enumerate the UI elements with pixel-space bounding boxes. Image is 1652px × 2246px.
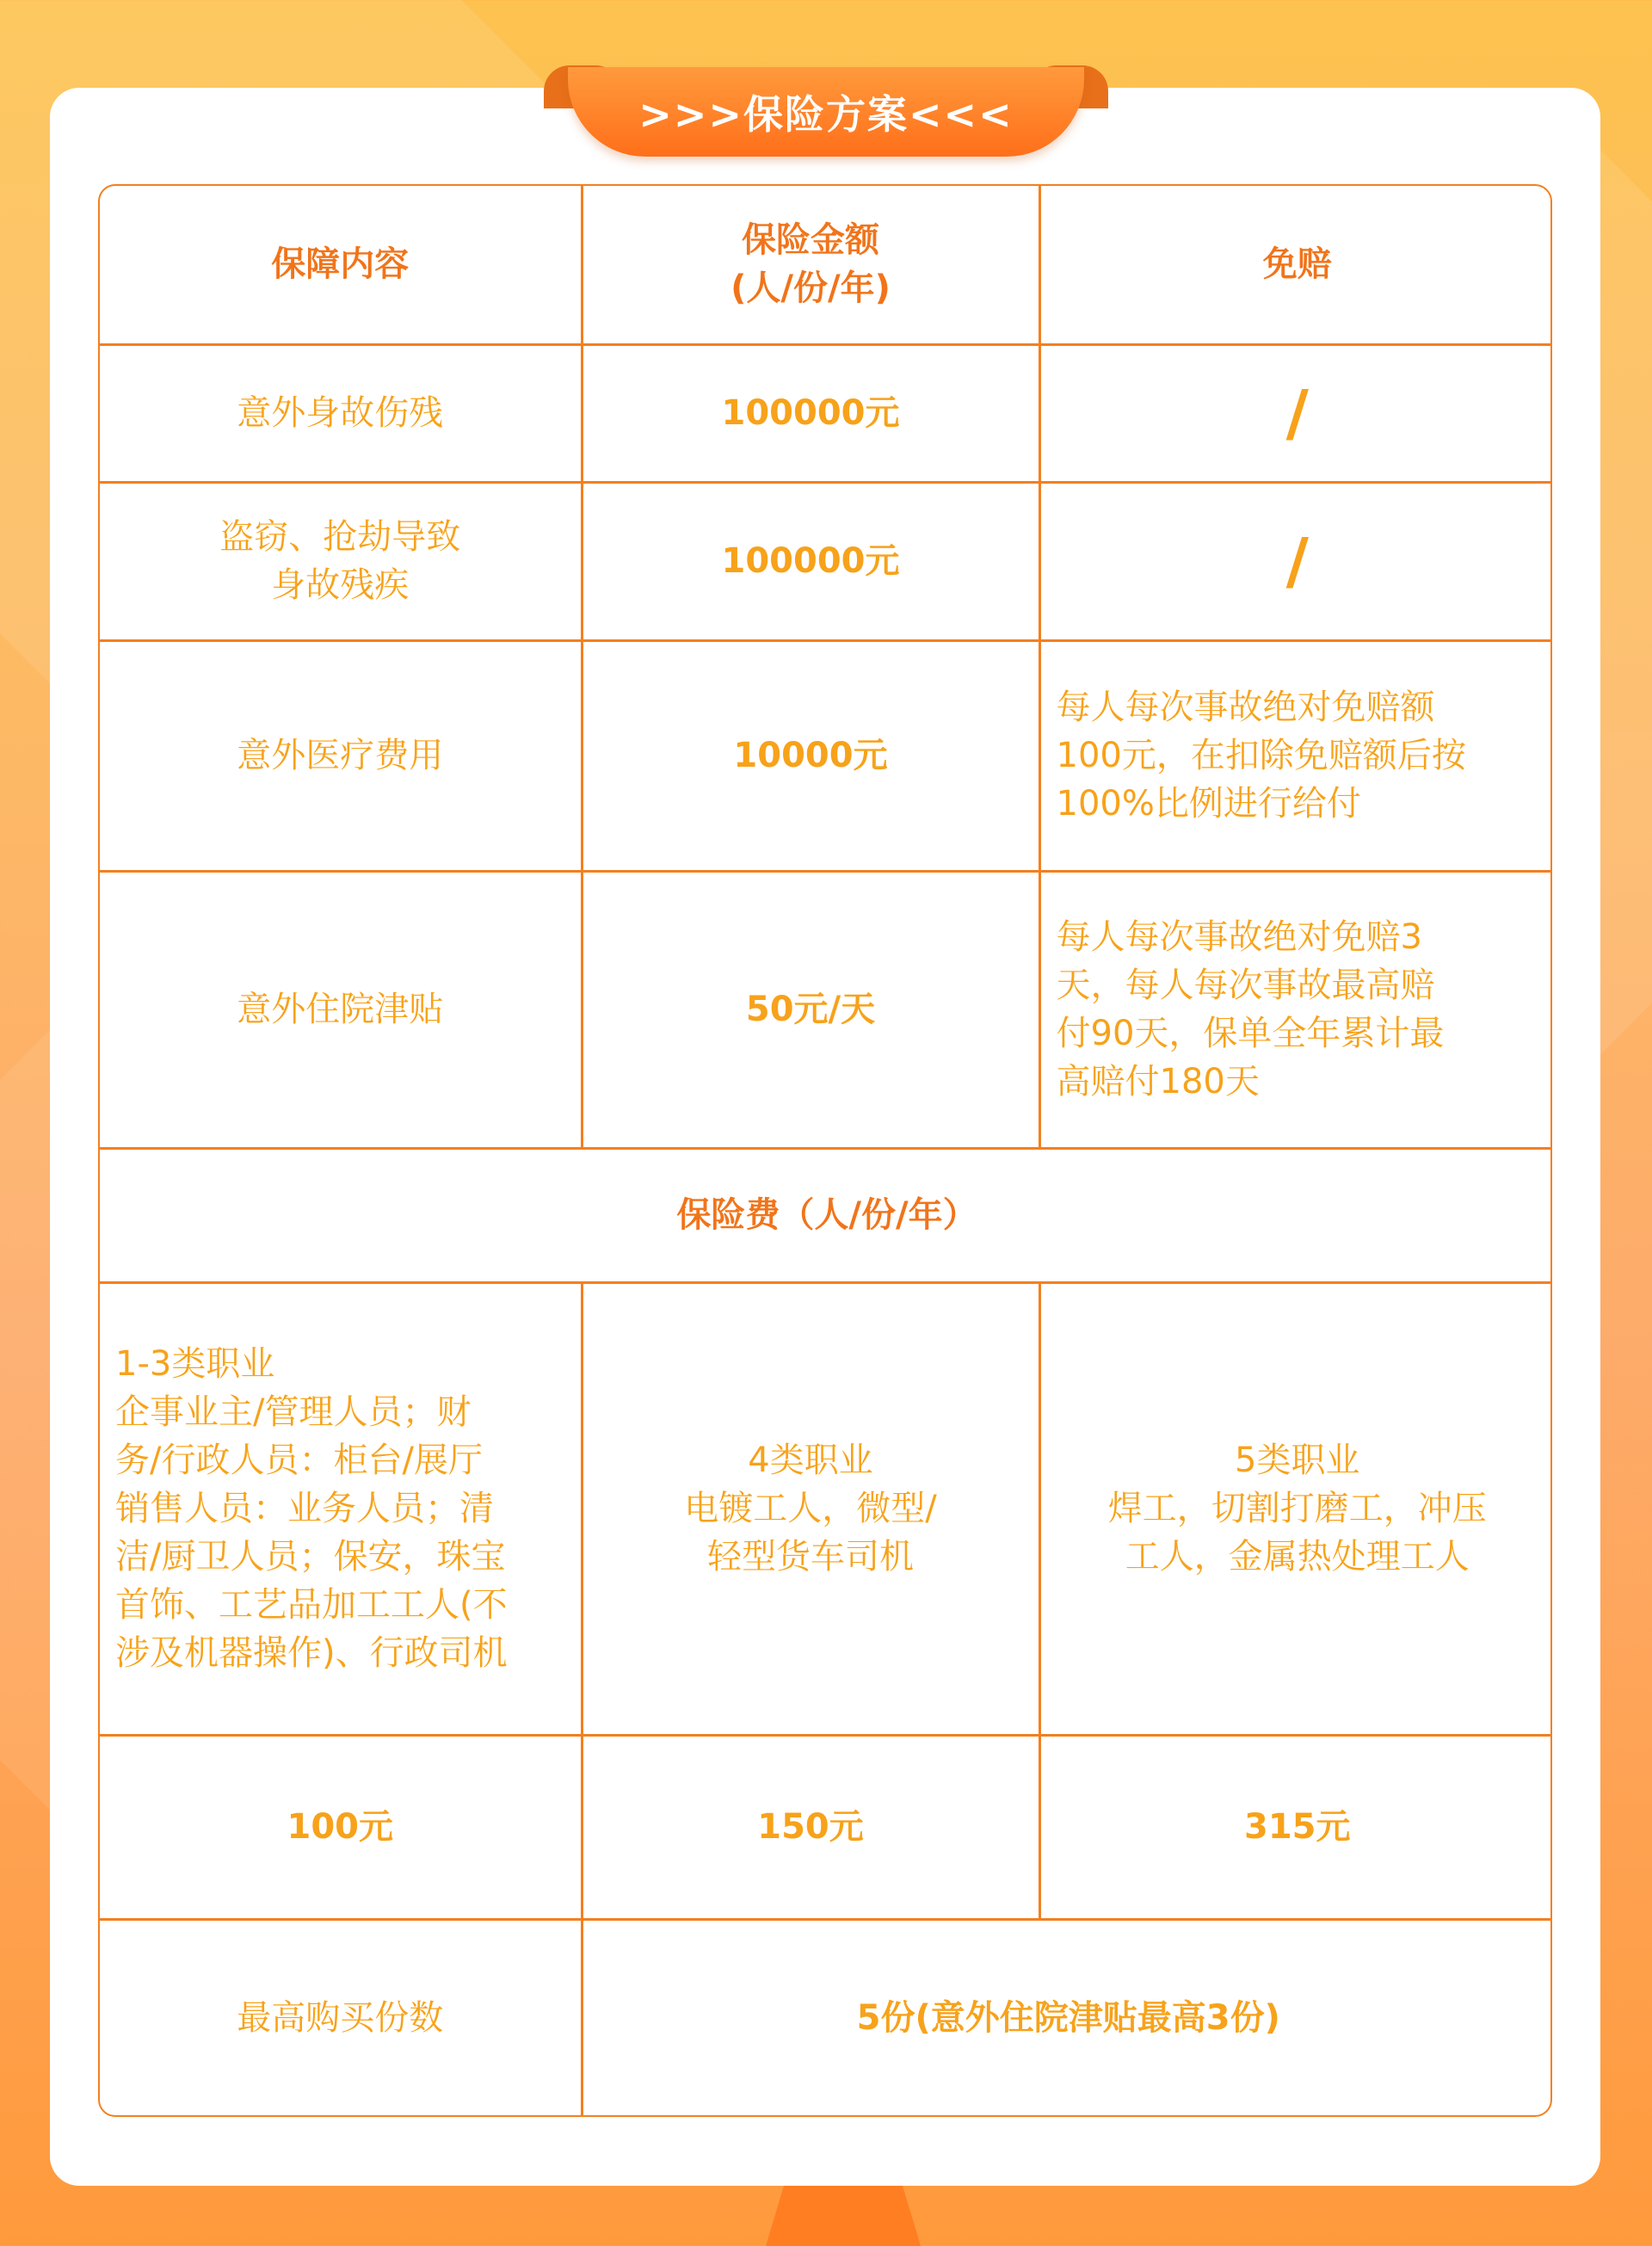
premium-header: 保险费（人/份/年） <box>100 1148 1552 1282</box>
table-row <box>100 640 1552 871</box>
coverage-item: 意外住院津贴 <box>100 871 582 1148</box>
max-purchase-value: 5份(意外住院津贴最高3份) <box>582 1919 1552 2115</box>
coverage-deductible: 每人每次事故绝对免赔额 100元，在扣除免赔额后按 100%比例进行给付 <box>1039 640 1552 871</box>
coverage-deductible: / <box>1039 482 1552 640</box>
coverage-amount: 10000元 <box>582 640 1039 871</box>
title-banner <box>568 67 1084 157</box>
table-row <box>100 482 1552 640</box>
coverage-item: 意外身故伤残 <box>100 344 582 482</box>
price-class-1-3: 100元 <box>100 1735 582 1919</box>
price-class-5: 315元 <box>1039 1735 1552 1919</box>
price-row <box>100 1735 1552 1919</box>
coverage-amount: 50元/天 <box>582 871 1039 1148</box>
table-row <box>100 871 1552 1148</box>
price-class-4: 150元 <box>582 1735 1039 1919</box>
table-row <box>100 344 1552 482</box>
coverage-item: 意外医疗费用 <box>100 640 582 871</box>
coverage-deductible: / <box>1039 344 1552 482</box>
occupation-row <box>100 1282 1552 1735</box>
coverage-amount: 100000元 <box>582 344 1039 482</box>
coverage-deductible: 每人每次事故绝对免赔3 天，每人每次事故最高赔 付90天，保单全年累计最 高赔付180天 <box>1039 871 1552 1148</box>
insurance-table <box>98 184 1552 2117</box>
header-amount: 保险金额 (人/份/年) <box>582 186 1039 344</box>
max-purchase-label: 最高购买份数 <box>100 1919 582 2115</box>
max-purchase-row <box>100 1919 1552 2115</box>
occupation-class-5: 5类职业 焊工，切割打磨工，冲压 工人，金属热处理工人 <box>1039 1282 1552 1735</box>
banner-title: >>>保险方案<<< <box>638 91 1014 138</box>
occupation-class-4: 4类职业 电镀工人，微型/ 轻型货车司机 <box>582 1282 1039 1735</box>
coverage-item: 盗窃、抢劫导致 身故残疾 <box>100 482 582 640</box>
coverage-amount: 100000元 <box>582 482 1039 640</box>
table-header-row <box>100 186 1552 344</box>
occupation-class-1-3: 1-3类职业 企事业主/管理人员；财 务/行政人员：柜台/展厅 销售人员：业务人员；清 洁/厨卫人员；保安，珠宝 首饰、工艺品加工工人(不 涉及机器操作)、行政司机 <box>100 1282 582 1735</box>
premium-header-row <box>100 1148 1552 1282</box>
header-deductible: 免赔 <box>1039 186 1552 344</box>
header-coverage: 保障内容 <box>100 186 582 344</box>
